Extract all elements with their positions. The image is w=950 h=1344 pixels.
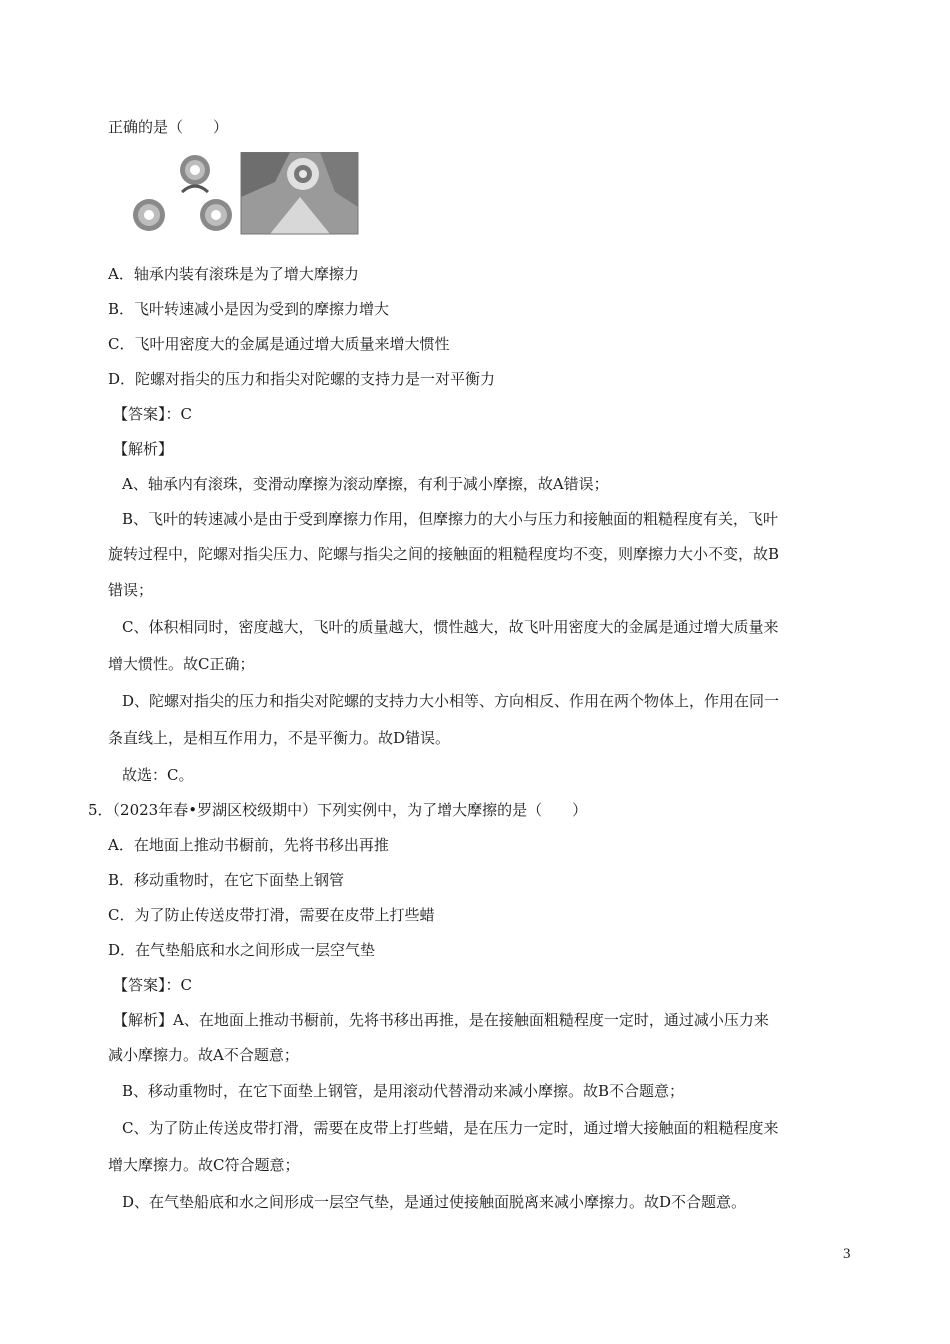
q4-option-a: A．轴承内装有滚珠是为了增大摩擦力 xyxy=(108,265,359,283)
q4-analysis-line: C、体积相同时，密度越大，飞叶的质量越大，惯性越大，故飞叶用密度大的金属是通过增大质量来 xyxy=(122,618,779,636)
q4-option-b: B．飞叶转速减小是因为受到的摩擦力增大 xyxy=(108,300,390,318)
q4-analysis-line: 旋转过程中，陀螺对指尖压力、陀螺与指尖之间的接触面的粗糙程度均不变，则摩擦力大小不变，故B xyxy=(108,545,780,563)
page-number: 3 xyxy=(843,1246,851,1262)
q5-analysis-line: 【解析】A、在地面上推动书橱前，先将书移出再推，是在接触面粗糙程度一定时，通过减小压力来 xyxy=(113,1011,769,1029)
q4-answer: 【答案】：C xyxy=(113,405,192,423)
q4-analysis-line: A、轴承内有滚珠，变滑动摩擦为滚动摩擦，有利于减小摩擦，故A错误； xyxy=(122,475,609,493)
spinner-photo xyxy=(241,152,358,234)
spinner-diagram xyxy=(130,152,360,238)
q4-option-d: D．陀螺对指尖的压力和指尖对陀螺的支持力是一对平衡力 xyxy=(108,370,496,388)
q5-analysis-line: D、在气垫船底和水之间形成一层空气垫，是通过使接触面脱离来减小摩擦力。故D不合题意。 xyxy=(122,1193,747,1211)
q5-analysis-line: C、为了防止传送皮带打滑，需要在皮带上打些蜡，是在压力一定时，通过增大接触面的粗糙程度来 xyxy=(122,1119,779,1137)
q4-analysis-line: 条直线上，是相互作用力，不是平衡力。故D错误。 xyxy=(108,729,451,747)
q4-analysis-line: 增大惯性。故C正确； xyxy=(108,655,255,673)
q5-stem: 5．（2023年春•罗湖区校级期中）下列实例中，为了增大摩擦的是（ ） xyxy=(88,801,588,819)
q5-option-d: D．在气垫船底和水之间形成一层空气垫 xyxy=(108,941,376,959)
fidget-spinner-figure xyxy=(130,152,360,242)
q5-option-b: B．移动重物时，在它下面垫上钢管 xyxy=(108,871,345,889)
q4-analysis-line: D、陀螺对指尖的压力和指尖对陀螺的支持力大小相等、方向相反、作用在两个物体上，作用在同一 xyxy=(122,692,780,710)
q4-analysis-label: 【解析】 xyxy=(113,440,174,458)
q4-option-c: C．飞叶用密度大的金属是通过增大质量来增大惯性 xyxy=(108,335,450,353)
q5-answer: 【答案】：C xyxy=(113,976,192,994)
bearing-rings xyxy=(133,155,232,231)
q5-option-c: C．为了防止传送皮带打滑，需要在皮带上打些蜡 xyxy=(108,906,435,924)
q5-analysis-line: 减小摩擦力。故A不合题意； xyxy=(108,1046,299,1064)
q4-conclusion: 故选：C。 xyxy=(122,766,194,784)
q5-analysis-line: B、移动重物时，在它下面垫上钢管，是用滚动代替滑动来减小摩擦。故B不合题意； xyxy=(122,1082,685,1100)
q4-analysis-line: 错误； xyxy=(108,581,154,599)
q4-stem-tail: 正确的是（ ） xyxy=(108,118,229,136)
q5-option-a: A．在地面上推动书橱前，先将书移出再推 xyxy=(108,836,389,854)
q4-analysis-line: B、飞叶的转速减小是由于受到摩擦力作用，但摩擦力的大小与压力和接触面的粗糙程度有关，飞叶 xyxy=(122,510,779,528)
q5-analysis-line: 增大摩擦力。故C符合题意； xyxy=(108,1156,300,1174)
